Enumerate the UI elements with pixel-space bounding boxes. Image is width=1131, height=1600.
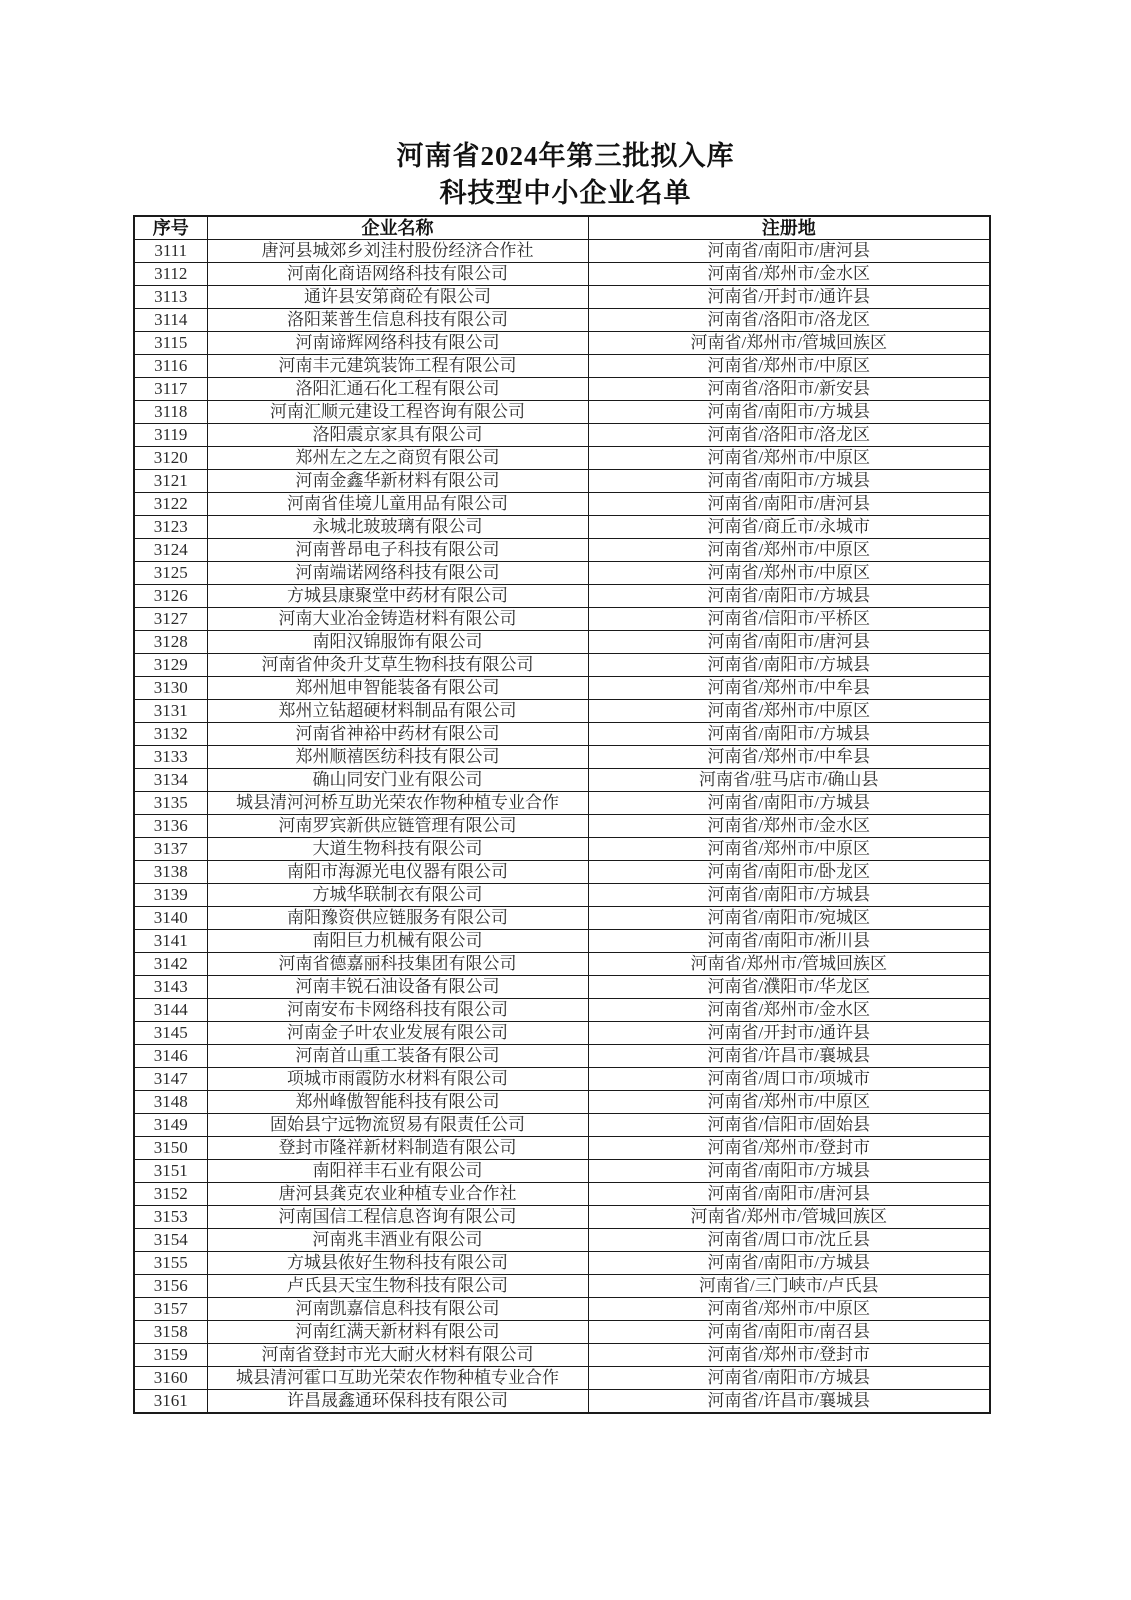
cell-registration-place: 河南省/郑州市/中原区 bbox=[588, 1298, 990, 1321]
cell-seq-number: 3113 bbox=[134, 286, 207, 309]
cell-seq-number: 3131 bbox=[134, 700, 207, 723]
cell-seq-number: 3157 bbox=[134, 1298, 207, 1321]
table-row bbox=[134, 999, 990, 1022]
cell-company-name: 唐河县城郊乡刘洼村股份经济合作社 bbox=[207, 240, 588, 263]
cell-company-name: 河南金子叶农业发展有限公司 bbox=[207, 1022, 588, 1045]
cell-registration-place: 河南省/郑州市/中原区 bbox=[588, 447, 990, 470]
table-row bbox=[134, 1229, 990, 1252]
cell-registration-place: 河南省/许昌市/襄城县 bbox=[588, 1390, 990, 1414]
table-row bbox=[134, 1321, 990, 1344]
cell-company-name: 郑州左之左之商贸有限公司 bbox=[207, 447, 588, 470]
cell-company-name: 河南大业冶金铸造材料有限公司 bbox=[207, 608, 588, 631]
cell-company-name: 河南谛辉网络科技有限公司 bbox=[207, 332, 588, 355]
cell-registration-place: 河南省/濮阳市/华龙区 bbox=[588, 976, 990, 999]
cell-registration-place: 河南省/信阳市/平桥区 bbox=[588, 608, 990, 631]
cell-company-name: 郑州旭申智能装备有限公司 bbox=[207, 677, 588, 700]
cell-seq-number: 3135 bbox=[134, 792, 207, 815]
cell-registration-place: 河南省/郑州市/登封市 bbox=[588, 1344, 990, 1367]
cell-seq-number: 3144 bbox=[134, 999, 207, 1022]
cell-seq-number: 3158 bbox=[134, 1321, 207, 1344]
cell-company-name: 许昌晟鑫通环保科技有限公司 bbox=[207, 1390, 588, 1414]
cell-company-name: 郑州立钻超硬材料制品有限公司 bbox=[207, 700, 588, 723]
cell-registration-place: 河南省/南阳市/方城县 bbox=[588, 1160, 990, 1183]
cell-seq-number: 3147 bbox=[134, 1068, 207, 1091]
cell-seq-number: 3143 bbox=[134, 976, 207, 999]
table-row bbox=[134, 355, 990, 378]
cell-registration-place: 河南省/南阳市/方城县 bbox=[588, 884, 990, 907]
cell-seq-number: 3121 bbox=[134, 470, 207, 493]
table-row bbox=[134, 263, 990, 286]
document-title-line1: 河南省2024年第三批拟入库 bbox=[396, 141, 735, 171]
cell-registration-place: 河南省/信阳市/固始县 bbox=[588, 1114, 990, 1137]
cell-registration-place: 河南省/周口市/项城市 bbox=[588, 1068, 990, 1091]
document-title bbox=[0, 138, 1131, 212]
cell-company-name: 河南罗宾新供应链管理有限公司 bbox=[207, 815, 588, 838]
cell-seq-number: 3117 bbox=[134, 378, 207, 401]
cell-company-name: 方城县康聚堂中药材有限公司 bbox=[207, 585, 588, 608]
cell-company-name: 永城北玻玻璃有限公司 bbox=[207, 516, 588, 539]
cell-registration-place: 河南省/郑州市/中原区 bbox=[588, 838, 990, 861]
cell-company-name: 河南国信工程信息咨询有限公司 bbox=[207, 1206, 588, 1229]
cell-company-name: 河南首山重工装备有限公司 bbox=[207, 1045, 588, 1068]
table-row bbox=[134, 401, 990, 424]
cell-company-name: 河南化商语网络科技有限公司 bbox=[207, 263, 588, 286]
table-row bbox=[134, 953, 990, 976]
cell-company-name: 洛阳莱普生信息科技有限公司 bbox=[207, 309, 588, 332]
cell-company-name: 项城市雨霞防水材料有限公司 bbox=[207, 1068, 588, 1091]
cell-company-name: 河南红满天新材料有限公司 bbox=[207, 1321, 588, 1344]
cell-seq-number: 3137 bbox=[134, 838, 207, 861]
cell-registration-place: 河南省/南阳市/唐河县 bbox=[588, 240, 990, 263]
cell-registration-place: 河南省/郑州市/中原区 bbox=[588, 355, 990, 378]
table-row bbox=[134, 976, 990, 999]
cell-registration-place: 河南省/郑州市/管城回族区 bbox=[588, 332, 990, 355]
cell-registration-place: 河南省/南阳市/方城县 bbox=[588, 401, 990, 424]
table-row bbox=[134, 884, 990, 907]
cell-registration-place: 河南省/郑州市/管城回族区 bbox=[588, 953, 990, 976]
table-row bbox=[134, 1367, 990, 1390]
cell-registration-place: 河南省/郑州市/金水区 bbox=[588, 999, 990, 1022]
cell-registration-place: 河南省/南阳市/方城县 bbox=[588, 585, 990, 608]
table-row bbox=[134, 585, 990, 608]
cell-seq-number: 3122 bbox=[134, 493, 207, 516]
cell-seq-number: 3154 bbox=[134, 1229, 207, 1252]
cell-seq-number: 3161 bbox=[134, 1390, 207, 1414]
cell-registration-place: 河南省/周口市/沈丘县 bbox=[588, 1229, 990, 1252]
cell-registration-place: 河南省/开封市/通许县 bbox=[588, 1022, 990, 1045]
cell-company-name: 河南普昂电子科技有限公司 bbox=[207, 539, 588, 562]
cell-seq-number: 3119 bbox=[134, 424, 207, 447]
cell-company-name: 河南省德嘉丽科技集团有限公司 bbox=[207, 953, 588, 976]
table-row bbox=[134, 286, 990, 309]
cell-seq-number: 3155 bbox=[134, 1252, 207, 1275]
cell-company-name: 通许县安第商砼有限公司 bbox=[207, 286, 588, 309]
cell-seq-number: 3150 bbox=[134, 1137, 207, 1160]
cell-registration-place: 河南省/郑州市/管城回族区 bbox=[588, 1206, 990, 1229]
cell-registration-place: 河南省/商丘市/永城市 bbox=[588, 516, 990, 539]
cell-seq-number: 3112 bbox=[134, 263, 207, 286]
cell-company-name: 方城县侬好生物科技有限公司 bbox=[207, 1252, 588, 1275]
cell-seq-number: 3142 bbox=[134, 953, 207, 976]
cell-company-name: 固始县宁远物流贸易有限责任公司 bbox=[207, 1114, 588, 1137]
cell-seq-number: 3156 bbox=[134, 1275, 207, 1298]
cell-registration-place: 河南省/三门峡市/卢氏县 bbox=[588, 1275, 990, 1298]
table-row bbox=[134, 1068, 990, 1091]
table-row bbox=[134, 332, 990, 355]
cell-company-name: 洛阳汇通石化工程有限公司 bbox=[207, 378, 588, 401]
table-row bbox=[134, 1298, 990, 1321]
cell-seq-number: 3127 bbox=[134, 608, 207, 631]
table-row bbox=[134, 723, 990, 746]
cell-seq-number: 3148 bbox=[134, 1091, 207, 1114]
table-row bbox=[134, 1390, 990, 1414]
cell-seq-number: 3114 bbox=[134, 309, 207, 332]
cell-seq-number: 3120 bbox=[134, 447, 207, 470]
table-row bbox=[134, 1252, 990, 1275]
table-row bbox=[134, 1344, 990, 1367]
company-list-table bbox=[133, 215, 991, 1414]
table-row bbox=[134, 608, 990, 631]
table-header-row bbox=[134, 216, 990, 240]
table-row bbox=[134, 769, 990, 792]
cell-company-name: 河南凯嘉信息科技有限公司 bbox=[207, 1298, 588, 1321]
cell-registration-place: 河南省/南阳市/方城县 bbox=[588, 470, 990, 493]
cell-seq-number: 3128 bbox=[134, 631, 207, 654]
table-row bbox=[134, 539, 990, 562]
cell-company-name: 河南丰元建筑装饰工程有限公司 bbox=[207, 355, 588, 378]
cell-seq-number: 3129 bbox=[134, 654, 207, 677]
table-row bbox=[134, 493, 990, 516]
table-body bbox=[134, 240, 990, 1414]
cell-company-name: 南阳市海源光电仪器有限公司 bbox=[207, 861, 588, 884]
table-row bbox=[134, 1114, 990, 1137]
cell-seq-number: 3153 bbox=[134, 1206, 207, 1229]
table-row bbox=[134, 838, 990, 861]
cell-company-name: 河南安布卡网络科技有限公司 bbox=[207, 999, 588, 1022]
table-row bbox=[134, 1160, 990, 1183]
cell-registration-place: 河南省/洛阳市/洛龙区 bbox=[588, 309, 990, 332]
cell-seq-number: 3152 bbox=[134, 1183, 207, 1206]
table-row bbox=[134, 424, 990, 447]
header-registration-place: 注册地 bbox=[588, 216, 990, 240]
table-row bbox=[134, 631, 990, 654]
cell-registration-place: 河南省/南阳市/唐河县 bbox=[588, 631, 990, 654]
cell-company-name: 河南省登封市光大耐火材料有限公司 bbox=[207, 1344, 588, 1367]
cell-seq-number: 3123 bbox=[134, 516, 207, 539]
cell-registration-place: 河南省/南阳市/唐河县 bbox=[588, 493, 990, 516]
cell-company-name: 河南丰锐石油设备有限公司 bbox=[207, 976, 588, 999]
cell-company-name: 河南省仲灸升艾草生物科技有限公司 bbox=[207, 654, 588, 677]
table-row bbox=[134, 907, 990, 930]
table-row bbox=[134, 1275, 990, 1298]
cell-registration-place: 河南省/郑州市/金水区 bbox=[588, 263, 990, 286]
table-row bbox=[134, 746, 990, 769]
document-title-line2: 科技型中小企业名单 bbox=[439, 178, 692, 208]
cell-seq-number: 3115 bbox=[134, 332, 207, 355]
cell-company-name: 登封市隆祥新材料制造有限公司 bbox=[207, 1137, 588, 1160]
table-row bbox=[134, 1206, 990, 1229]
cell-company-name: 城县清河河桥互助光荣农作物种植专业合作 bbox=[207, 792, 588, 815]
table-row bbox=[134, 1022, 990, 1045]
cell-registration-place: 河南省/南阳市/方城县 bbox=[588, 792, 990, 815]
cell-seq-number: 3111 bbox=[134, 240, 207, 263]
cell-company-name: 大道生物科技有限公司 bbox=[207, 838, 588, 861]
cell-seq-number: 3118 bbox=[134, 401, 207, 424]
cell-registration-place: 河南省/南阳市/唐河县 bbox=[588, 1183, 990, 1206]
table-row bbox=[134, 700, 990, 723]
cell-seq-number: 3134 bbox=[134, 769, 207, 792]
cell-seq-number: 3145 bbox=[134, 1022, 207, 1045]
cell-company-name: 河南兆丰酒业有限公司 bbox=[207, 1229, 588, 1252]
table-row bbox=[134, 654, 990, 677]
cell-company-name: 确山同安门业有限公司 bbox=[207, 769, 588, 792]
table-row bbox=[134, 677, 990, 700]
cell-seq-number: 3116 bbox=[134, 355, 207, 378]
cell-seq-number: 3126 bbox=[134, 585, 207, 608]
table-row bbox=[134, 240, 990, 263]
cell-seq-number: 3140 bbox=[134, 907, 207, 930]
table-row bbox=[134, 562, 990, 585]
cell-registration-place: 河南省/南阳市/方城县 bbox=[588, 654, 990, 677]
cell-company-name: 唐河县龚克农业种植专业合作社 bbox=[207, 1183, 588, 1206]
cell-company-name: 河南金鑫华新材料有限公司 bbox=[207, 470, 588, 493]
table-row bbox=[134, 516, 990, 539]
cell-seq-number: 3124 bbox=[134, 539, 207, 562]
cell-company-name: 河南汇顺元建设工程咨询有限公司 bbox=[207, 401, 588, 424]
cell-company-name: 南阳豫资供应链服务有限公司 bbox=[207, 907, 588, 930]
header-company-name: 企业名称 bbox=[207, 216, 588, 240]
cell-registration-place: 河南省/南阳市/方城县 bbox=[588, 1367, 990, 1390]
table-row bbox=[134, 470, 990, 493]
cell-seq-number: 3138 bbox=[134, 861, 207, 884]
cell-company-name: 河南端诺网络科技有限公司 bbox=[207, 562, 588, 585]
cell-company-name: 城县清河霍口互助光荣农作物种植专业合作 bbox=[207, 1367, 588, 1390]
table-row bbox=[134, 309, 990, 332]
cell-company-name: 郑州顺禧医纺科技有限公司 bbox=[207, 746, 588, 769]
cell-registration-place: 河南省/郑州市/中原区 bbox=[588, 700, 990, 723]
table-row bbox=[134, 1137, 990, 1160]
cell-registration-place: 河南省/许昌市/襄城县 bbox=[588, 1045, 990, 1068]
cell-registration-place: 河南省/南阳市/方城县 bbox=[588, 1252, 990, 1275]
table-row bbox=[134, 861, 990, 884]
cell-company-name: 南阳祥丰石业有限公司 bbox=[207, 1160, 588, 1183]
header-seq-number: 序号 bbox=[134, 216, 207, 240]
cell-registration-place: 河南省/郑州市/中牟县 bbox=[588, 746, 990, 769]
cell-seq-number: 3139 bbox=[134, 884, 207, 907]
cell-registration-place: 河南省/驻马店市/确山县 bbox=[588, 769, 990, 792]
cell-company-name: 南阳巨力机械有限公司 bbox=[207, 930, 588, 953]
cell-seq-number: 3146 bbox=[134, 1045, 207, 1068]
cell-company-name: 河南省神裕中药材有限公司 bbox=[207, 723, 588, 746]
cell-company-name: 河南省佳境儿童用品有限公司 bbox=[207, 493, 588, 516]
cell-registration-place: 河南省/郑州市/中原区 bbox=[588, 562, 990, 585]
cell-seq-number: 3130 bbox=[134, 677, 207, 700]
cell-registration-place: 河南省/开封市/通许县 bbox=[588, 286, 990, 309]
table-row bbox=[134, 447, 990, 470]
cell-seq-number: 3132 bbox=[134, 723, 207, 746]
table-row bbox=[134, 792, 990, 815]
cell-company-name: 南阳汉锦服饰有限公司 bbox=[207, 631, 588, 654]
table-row bbox=[134, 815, 990, 838]
cell-registration-place: 河南省/南阳市/南召县 bbox=[588, 1321, 990, 1344]
cell-registration-place: 河南省/洛阳市/新安县 bbox=[588, 378, 990, 401]
cell-registration-place: 河南省/郑州市/中原区 bbox=[588, 1091, 990, 1114]
table-row bbox=[134, 378, 990, 401]
cell-registration-place: 河南省/南阳市/淅川县 bbox=[588, 930, 990, 953]
cell-seq-number: 3125 bbox=[134, 562, 207, 585]
cell-registration-place: 河南省/郑州市/中原区 bbox=[588, 539, 990, 562]
cell-registration-place: 河南省/郑州市/中牟县 bbox=[588, 677, 990, 700]
cell-seq-number: 3151 bbox=[134, 1160, 207, 1183]
cell-seq-number: 3149 bbox=[134, 1114, 207, 1137]
cell-seq-number: 3133 bbox=[134, 746, 207, 769]
cell-seq-number: 3159 bbox=[134, 1344, 207, 1367]
cell-registration-place: 河南省/南阳市/方城县 bbox=[588, 723, 990, 746]
cell-company-name: 郑州峰傲智能科技有限公司 bbox=[207, 1091, 588, 1114]
table-row bbox=[134, 1045, 990, 1068]
cell-company-name: 洛阳震京家具有限公司 bbox=[207, 424, 588, 447]
cell-registration-place: 河南省/郑州市/金水区 bbox=[588, 815, 990, 838]
cell-seq-number: 3141 bbox=[134, 930, 207, 953]
cell-registration-place: 河南省/洛阳市/洛龙区 bbox=[588, 424, 990, 447]
table-row bbox=[134, 1183, 990, 1206]
cell-company-name: 卢氏县天宝生物科技有限公司 bbox=[207, 1275, 588, 1298]
cell-company-name: 方城华联制衣有限公司 bbox=[207, 884, 588, 907]
cell-registration-place: 河南省/南阳市/宛城区 bbox=[588, 907, 990, 930]
table-row bbox=[134, 930, 990, 953]
table-row bbox=[134, 1091, 990, 1114]
cell-seq-number: 3160 bbox=[134, 1367, 207, 1390]
cell-registration-place: 河南省/南阳市/卧龙区 bbox=[588, 861, 990, 884]
cell-registration-place: 河南省/郑州市/登封市 bbox=[588, 1137, 990, 1160]
cell-seq-number: 3136 bbox=[134, 815, 207, 838]
